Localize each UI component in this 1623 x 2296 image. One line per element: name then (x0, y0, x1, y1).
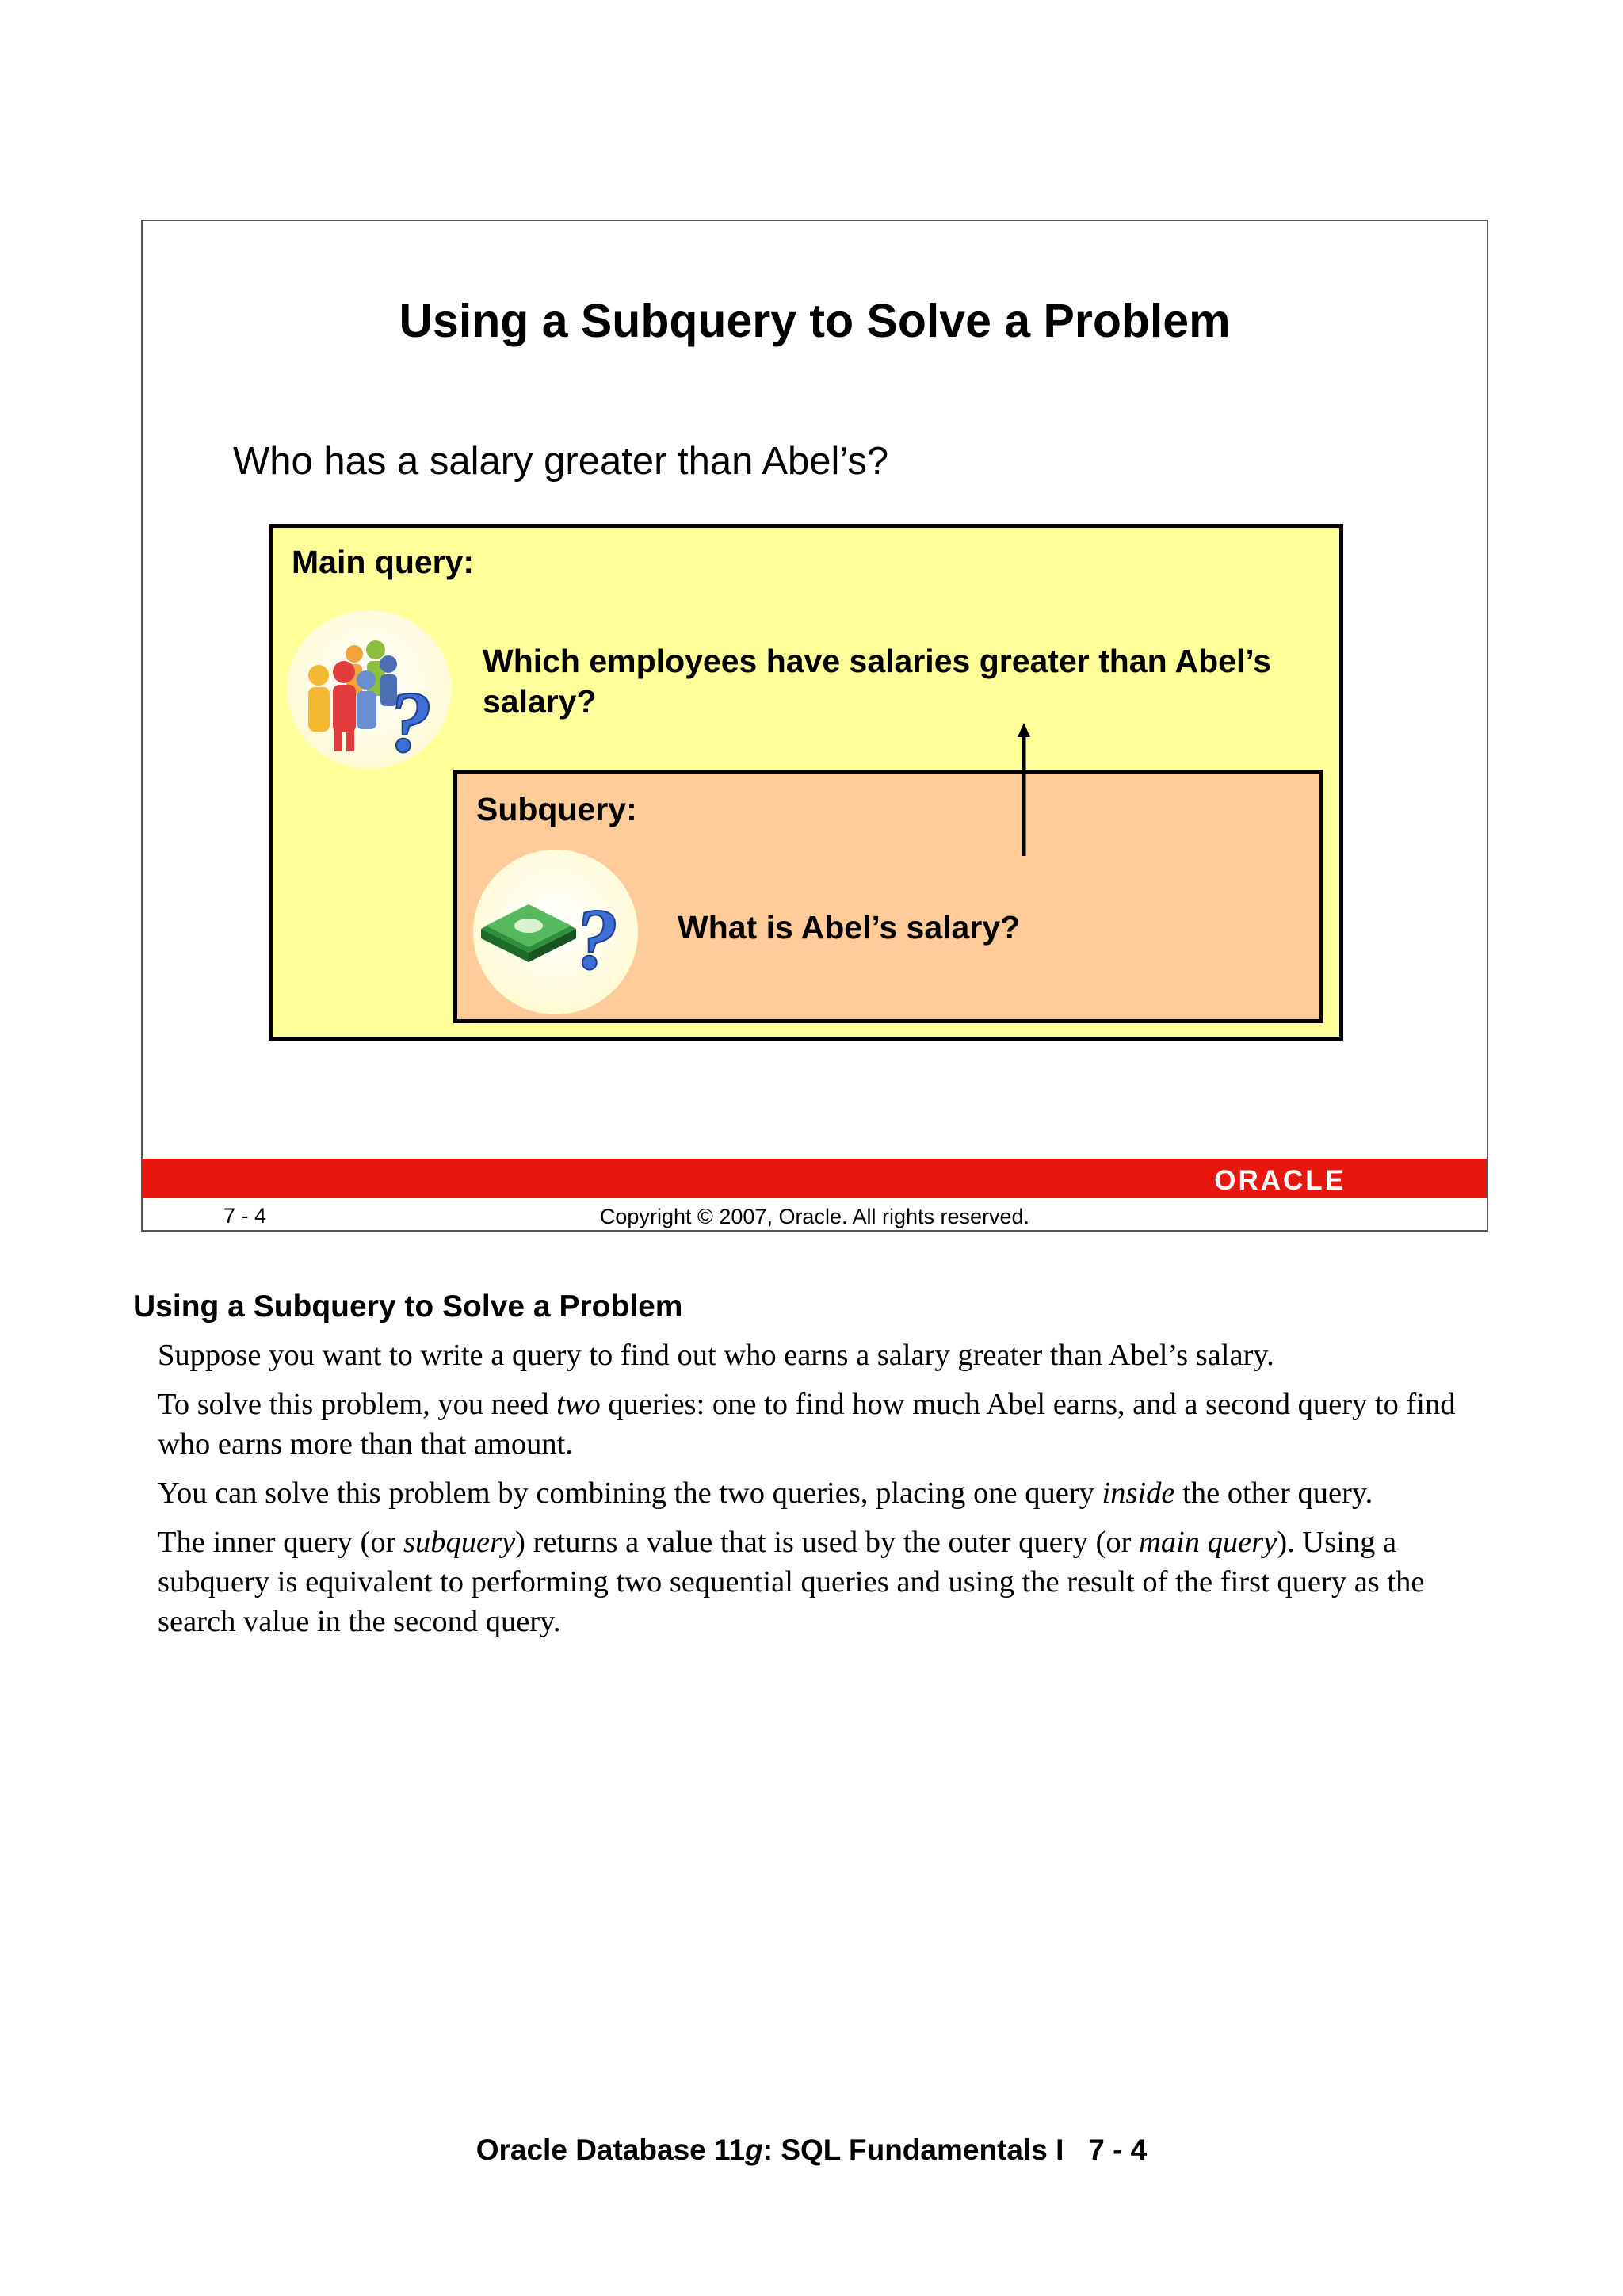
slide-number: 7 - 4 (223, 1204, 267, 1228)
slide-question: Who has a salary greater than Abel’s? (233, 440, 889, 483)
subquery-text: What is Abel’s salary? (678, 909, 1021, 946)
slide-footer (143, 1198, 1487, 1232)
oracle-logo: ORACLE (1214, 1165, 1346, 1196)
main-query-label: Main query: (292, 544, 475, 580)
slide-frame (141, 220, 1488, 1232)
notes-body (158, 1335, 1505, 1651)
notes-paragraph: The inner query (or subquery) returns a value that is used by the outer query (or main query). Using a subquery is equivalent to performing two sequential queries and using the result of the first query as the search value in the second query. (158, 1526, 1425, 1638)
main-query-box (269, 524, 1343, 1041)
page-footer: Oracle Database 11g: SQL Fundamentals I 7 - 4 (475, 2134, 1148, 2166)
people-question-icon (287, 610, 452, 769)
svg-text:?: ? (388, 674, 432, 769)
svg-text:?: ? (575, 891, 618, 988)
main-query-text: Which employees have salaries greater than Abel’s salary? (483, 643, 1272, 720)
subquery-label: Subquery: (476, 791, 637, 827)
arrow-up-icon (1016, 723, 1032, 856)
subquery-box (453, 770, 1323, 1023)
notes-paragraph: To solve this problem, you need two queries: one to find how much Abel earns, and a second query to find who earns more than that amount. (158, 1388, 1456, 1461)
notes-paragraph: You can solve this problem by combining the two queries, placing one query inside the other query. (158, 1477, 1373, 1510)
notes-paragraph: Suppose you want to write a query to find out who earns a salary greater than Abel’s salary. (158, 1339, 1274, 1372)
notes-heading: Using a Subquery to Solve a Problem (133, 1289, 683, 1324)
money-question-icon (473, 850, 638, 1014)
copyright-text: Copyright © 2007, Oracle. All rights reserved. (599, 1205, 1030, 1228)
slide-title: Using a Subquery to Solve a Problem (399, 295, 1231, 347)
